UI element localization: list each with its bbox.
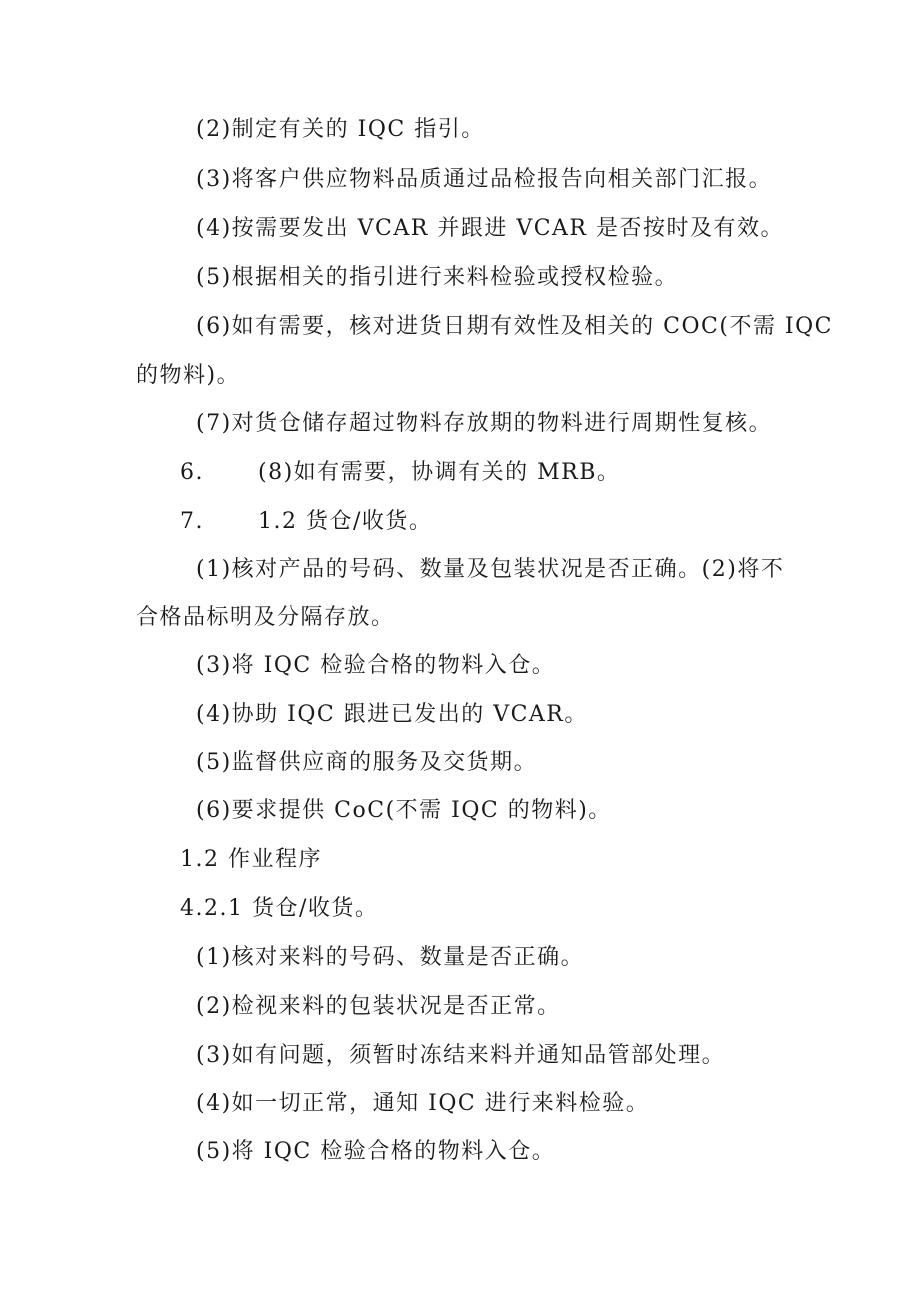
numbered-line [180, 508, 432, 536]
text-line: (6)要求提供 CoC(不需 IQC 的物料)。 [196, 798, 612, 823]
subsection-heading: 4.2.1 货仓/收货。 [180, 896, 379, 921]
text-line: 合格品标明及分隔存放。 [136, 605, 395, 630]
text-line: (3)如有问题，须暂时冻结来料并通知品管部处理。 [196, 1043, 726, 1068]
text-line: (1)核对来料的号码、数量是否正确。 [196, 945, 585, 970]
text-line: (4)如一切正常，通知 IQC 进行来料检验。 [196, 1091, 650, 1116]
text-line: (7)对货仓储存超过物料存放期的物料进行周期性复核。 [196, 411, 773, 436]
text-line: 的物料)。 [136, 363, 241, 388]
list-number: 7. [180, 509, 204, 534]
text-line: (5)根据相关的指引进行来料检验或授权检验。 [196, 265, 679, 290]
text-line: 1.2 货仓/收货。 [258, 509, 433, 534]
numbered-line [180, 459, 620, 487]
text-line: (5)将 IQC 检验合格的物料入仓。 [196, 1139, 556, 1164]
text-line: (2)制定有关的 IQC 指引。 [196, 117, 485, 142]
text-line: (3)将客户供应物料品质通过品检报告向相关部门汇报。 [196, 167, 773, 192]
text-line: (6)如有需要，核对进货日期有效性及相关的 COC(不需 IQC [196, 314, 833, 339]
list-number: 6. [180, 460, 204, 485]
text-line: (4)按需要发出 VCAR 并跟进 VCAR 是否按时及有效。 [196, 216, 784, 241]
text-line: (2)检视来料的包装状况是否正常。 [196, 994, 561, 1019]
text-line: (3)将 IQC 检验合格的物料入仓。 [196, 653, 556, 678]
text-line: (8)如有需要，协调有关的 MRB。 [258, 460, 621, 485]
text-line: (5)监督供应商的服务及交货期。 [196, 750, 538, 775]
text-line: (4)协助 IQC 跟进已发出的 VCAR。 [196, 702, 588, 727]
section-heading: 1.2 作业程序 [180, 847, 322, 872]
text-line: (1)核对产品的号码、数量及包装状况是否正确。(2)将不 [196, 557, 785, 582]
